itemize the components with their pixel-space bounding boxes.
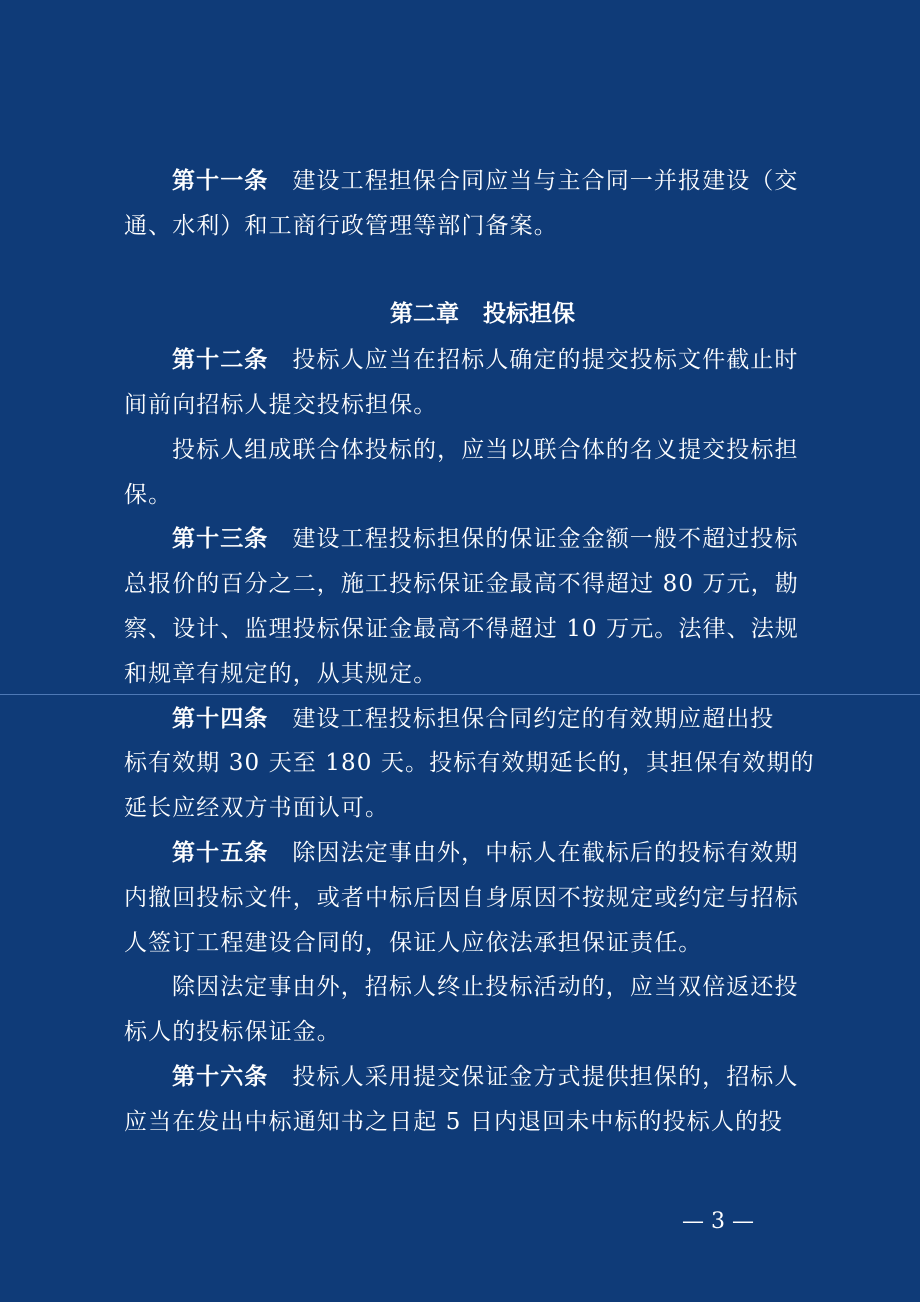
article-13-label: 第十三条 (172, 525, 269, 552)
article-14-line-1 (172, 703, 774, 735)
chapter-heading (390, 298, 575, 330)
article-15-line-1 (172, 837, 799, 869)
article-14-text: 建设工程投标担保合同约定的有效期应超出投 (292, 706, 775, 732)
article-13-line-4: 和规章有规定的，从其规定。 (124, 661, 438, 687)
article-14-label: 第十四条 (172, 705, 269, 732)
page-number: — 3 — (682, 1209, 754, 1234)
article-15-text: 除因法定事由外，中标人在截标后的投标有效期 (292, 840, 799, 866)
page-divider (0, 694, 920, 695)
article-11-line-2: 通、水利）和工商行政管理等部门备案。 (124, 213, 558, 239)
article-12-para-2-line-1: 投标人组成联合体投标的，应当以联合体的名义提交投标担 (172, 437, 799, 463)
article-15-line-2: 内撤回投标文件，或者中标后因自身原因不按规定或约定与招标 (124, 885, 799, 911)
article-12-text: 投标人应当在招标人确定的提交投标文件截止时 (292, 347, 799, 373)
article-14-line-3: 延长应经双方书面认可。 (124, 795, 390, 821)
article-16-label: 第十六条 (172, 1063, 269, 1090)
chapter-title: 投标担保 (483, 300, 575, 327)
article-13-text: 建设工程投标担保的保证金金额一般不超过投标 (292, 526, 799, 552)
article-13-line-1 (172, 523, 799, 555)
article-12-para-2-line-2: 保。 (124, 482, 173, 508)
article-16-line-1 (172, 1061, 799, 1093)
article-16-line-2: 应当在发出中标通知书之日起 5 日内退回未中标的投标人的投 (124, 1109, 784, 1135)
article-12-line-2: 间前向招标人提交投标担保。 (124, 392, 438, 418)
article-13-line-3: 察、设计、监理投标保证金最高不得超过 10 万元。法律、法规 (124, 616, 799, 642)
article-15-line-3: 人签订工程建设合同的，保证人应依法承担保证责任。 (124, 930, 703, 956)
article-11-label: 第十一条 (172, 167, 269, 194)
article-15-para-2-line-2: 标人的投标保证金。 (124, 1019, 341, 1045)
article-12-line-1 (172, 344, 799, 376)
article-11-line-1 (172, 165, 799, 197)
article-13-line-2: 总报价的百分之二，施工投标保证金最高不得超过 80 万元，勘 (124, 571, 799, 597)
article-14-line-2: 标有效期 30 天至 180 天。投标有效期延长的，其担保有效期的 (124, 750, 815, 776)
article-16-text: 投标人采用提交保证金方式提供担保的，招标人 (292, 1064, 799, 1090)
article-15-label: 第十五条 (172, 839, 269, 866)
article-15-para-2-line-1: 除因法定事由外，招标人终止投标活动的，应当双倍返还投 (172, 974, 799, 1000)
article-12-label: 第十二条 (172, 346, 269, 373)
chapter-number: 第二章 (390, 300, 459, 327)
article-11-text: 建设工程担保合同应当与主合同一并报建设（交 (292, 168, 799, 194)
